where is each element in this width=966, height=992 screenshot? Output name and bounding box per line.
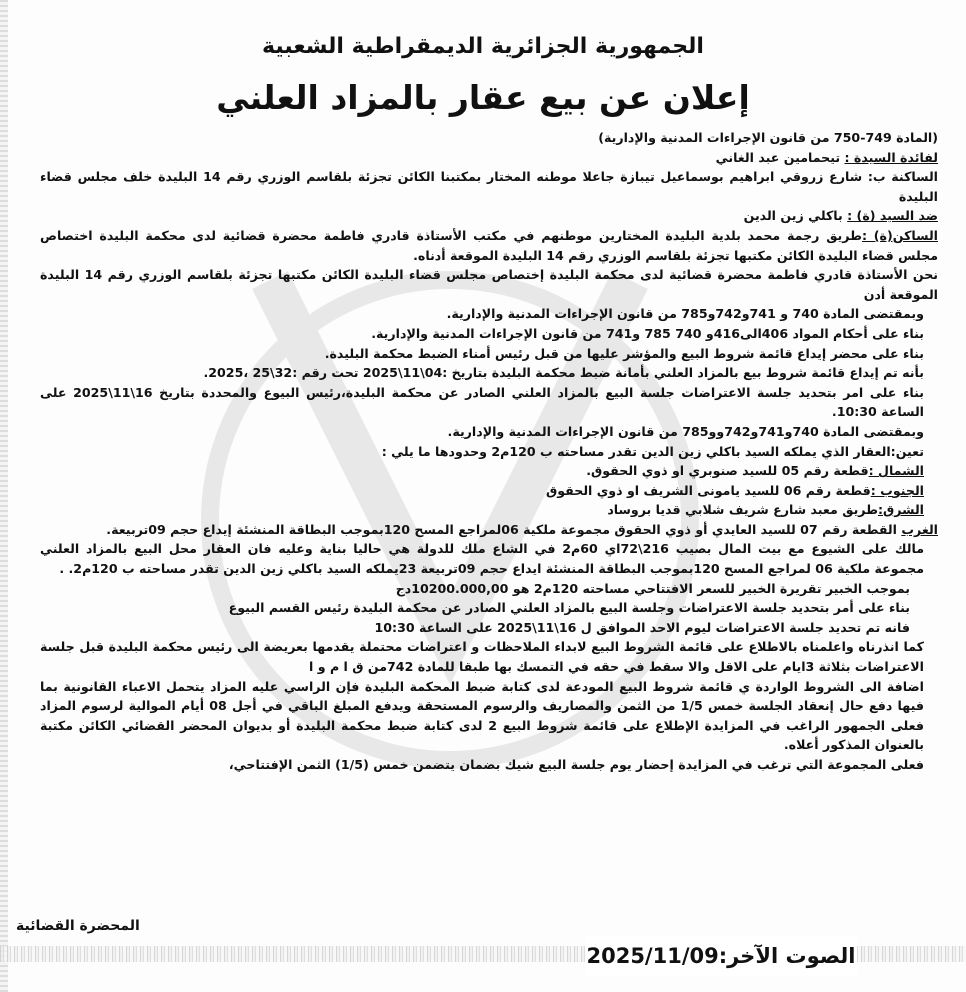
- resident-text: طريق رجمة محمد بلدية البليدة المختارين موطنهم في مكتب الأستاذة قادري فاطمة محضرة قضائية لدى محكمة البليدة اختصاص مجلس قضاء البليدة الكائن مكتبها تجزئة بلقاسم الوزري رقم 14 البليدة الموقعة أدناه.: [40, 227, 938, 263]
- republic-heading: الجمهورية الجزائرية الديمقراطية الشعبية: [262, 34, 704, 59]
- footer-source: [585, 936, 857, 976]
- paragraph: وبمقتضى المادة 740و741و742وو785 من قانون الإجراءات المدنية والإدارية.: [447, 423, 924, 439]
- paragraph: بموجب الخبير تقريرة الخبير للسعر الافتتاحي مساحته 120م2 هو 10200.000,00دج: [395, 580, 910, 596]
- paragraph: تعين:العقار الذي يملكه السيد باكلي زين الدين تقدر مساحته ب 120م2 وحدودها ما يلي :: [381, 443, 924, 459]
- boundary-north: [40, 461, 938, 481]
- north-label: الشمال :: [868, 463, 924, 479]
- against-label: ضد السيد (ة) :: [847, 208, 938, 224]
- article-reference: (المادة 749-750 من قانون الإجراءات المدنية والإدارية): [598, 130, 938, 145]
- signature: المحضرة القضائية: [16, 918, 140, 934]
- east-text: طريق معبد شارع شريف شلابي قديا بروساد: [607, 502, 878, 518]
- beneficiary-label: لفائدة السيدة :: [844, 149, 938, 165]
- west-text: القطعة رقم 07 للسيد العايدي أو ذوي الحقوق مجموعة ملكية 06لمراجع المسح 120بموجب البطاقة المنشئة إيداع حجم 09تربيعة.: [106, 521, 897, 537]
- paragraph: بناء على امر بتحديد جلسة الاعتراضات جلسة البيع بالمزاد العلني الصادر عن محكمة البليدة،رئيس البيوع والمحددة بتاريخ 16\11\2025 على الساعة 10:30.: [40, 384, 924, 420]
- newspaper-name: الصوت الآخر:: [718, 944, 856, 968]
- boundary-west: [40, 520, 938, 540]
- beneficiary: [40, 148, 938, 168]
- notice-title: إعلان عن بيع عقار بالمزاد العلني: [216, 78, 750, 117]
- against: [40, 206, 938, 226]
- paragraph: وبمقتضى المادة 740 و 741و742و785 من قانون الإجراءات المدنية والإدارية.: [446, 306, 924, 322]
- boundary-east: [40, 500, 938, 520]
- paragraph: فانه تم تحديد جلسة الاعتراضات ليوم الاحد الموافق ل 16\11\2025 على الساعة 10:30: [374, 619, 910, 635]
- west-label: الغرب: [901, 521, 938, 537]
- against-name: باكلي زين الدين: [743, 208, 843, 224]
- resident-label: الساكن(ة) :: [861, 227, 938, 243]
- south-text: قطعة رقم 06 للسيد يامونى الشريف او ذوي الحقوق: [546, 482, 871, 498]
- paragraph: بأنه تم إيداع قائمة شروط بيع بالمزاد العلني بأمانة ضبط محكمة البليدة بتاريخ :04\11\2025 تحت رقم :32\25 ،2025.: [203, 365, 924, 381]
- boundary-south: [40, 481, 938, 501]
- paragraph: بناء على أحكام المواد 406الى416و 740 785 و741 من قانون الإجراءات المدنية والإدارية.: [371, 325, 924, 341]
- south-label: الجنوب :: [870, 482, 924, 498]
- bailiff-intro: نحن الأستاذة قادري فاطمة محضرة قضائية لدى محكمة البليدة إختصاص مجلس قضاء البليدة الكائن مكتبها تجزئة بلقاسم الوزري رقم 14 البليدة الموقعة أدن: [40, 267, 939, 302]
- notice-body: [40, 128, 938, 775]
- east-label: الشرق:: [878, 502, 924, 518]
- publication-date: 2025/11/09: [586, 944, 719, 968]
- paragraph: بناء على محضر إيداع قائمة شروط البيع والمؤشر عليها من قبل رئيس أمناء الضبط محكمة البليدة.: [324, 345, 924, 361]
- scan-edge: [0, 0, 8, 992]
- paragraph: فعلى المجموعة التي ترغب في المزايدة إحضار يوم جلسة البيع شيك بضمان يتضمن خمس (1/5) الثمن الإفتتاحي،: [228, 757, 924, 772]
- paragraph: بناء على أمر بتحديد جلسة الاعتراضات وجلسة البيع بالمزاد العلني الصادر عن محكمة البليدة رئيس القسم البيوع: [228, 600, 910, 616]
- paragraph: مالك على الشيوع مع بيت المال بصيب 216\72اي 60م2 في الشاع ملك للدولة هي حاليا بناية وعليه فان العقار محل البيع بالمزاد العلني مجموعة ملكية 06 لمراجع المسح 120بموجب البطاقة المنشئة ايداع حجم 09تربيعة 23يملكه السيد باكلي زين الدين تقدر مساحته ب 120م2. .: [40, 541, 924, 577]
- north-text: قطعة رقم 05 للسيد صنوبري او ذوي الحقوق.: [586, 463, 869, 479]
- paragraph: اضافة الى الشروط الواردة ي قائمة شروط البيع المودعة لدى كتابة ضبط المحكمة البليدة فإن الراسي عليه المزاد يتحمل الاعباء القانونية بما فيها دفع حال إنعقاد الجلسة خمس 1/5 من الثمن والمصاريف والرسوم المستحقة ويدفع المبلغ الباقي في أجل 08 أيام الموالية لرسوم المزاد فعلى الجمهور الراغب في المزايدة الإطلاع على قائمة شروط البيع 2 لدى كتابة ضبط محكمة البليدة أو بديوان المحضر القضائي الكائن مكتبة بالعنوان المذكور أعلاه.: [40, 678, 924, 753]
- resident: [40, 226, 938, 265]
- beneficiary-address: الساكنة ب: شارع زروقي ابراهيم بوسماعيل تيبازة جاعلا موطنه المختار بمكتبنا الكائن تجزئة بلقاسم الوزري رقم 14 البليدة خلف مجلس قضاء البليدة: [40, 169, 938, 204]
- beneficiary-name: تيحمامين عبد الغاني: [715, 149, 841, 165]
- paragraph: كما انذرناه واعلمناه بالاطلاع على قائمة الشروط البيع لابداء الملاحظات و اعتراضات محتملة يقدمها بعريضة الى رئيس محكمة البليدة قبل جلسة الاعتراضات بثلاثة 3ايام على الاقل والا سقط في حقه في التمسك بها طبقا للمادة 742من ق ا م و ا: [40, 639, 924, 675]
